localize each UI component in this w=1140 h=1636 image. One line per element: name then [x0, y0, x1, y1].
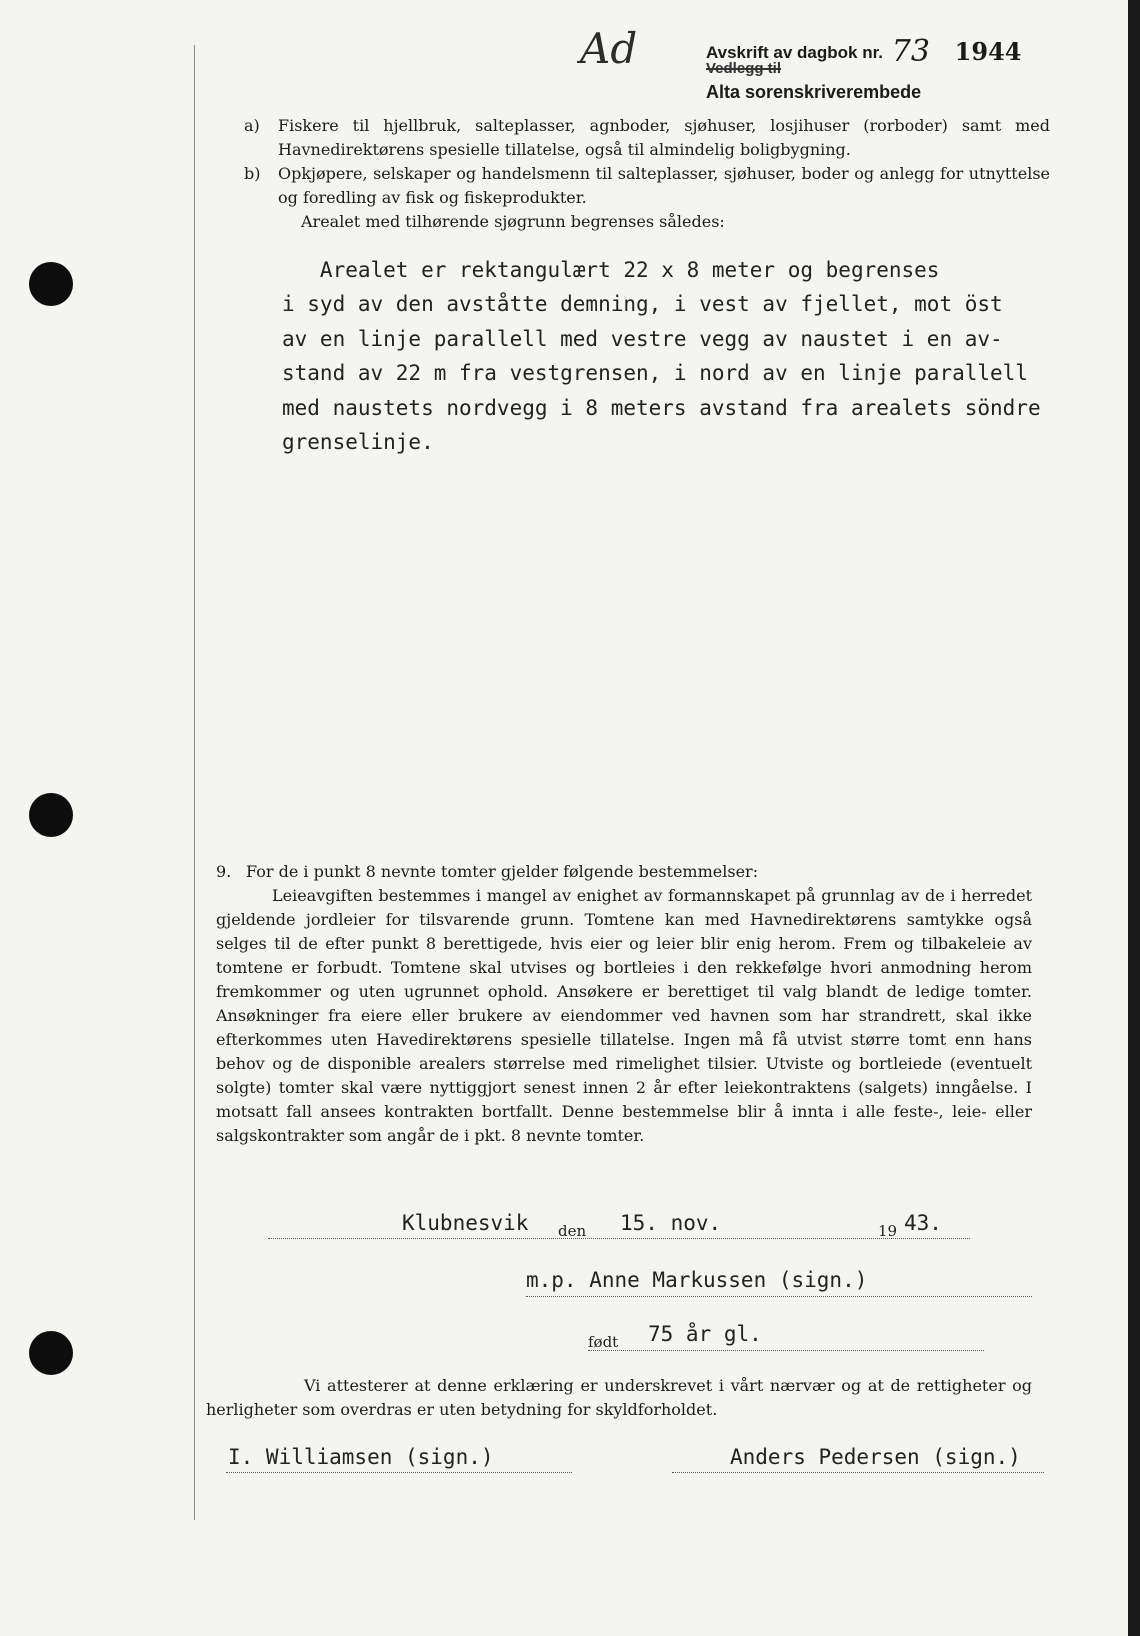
typed-line: med naustets nordvegg i 8 meters avstand fra arealets söndre [282, 396, 1041, 420]
areal-intro: Arealet med tilhørende sjøgrunn begrenses således: [301, 212, 725, 231]
signatory-age: 75 år gl. [648, 1322, 762, 1346]
den-label: den [558, 1222, 587, 1240]
witness-line-right [672, 1472, 1044, 1473]
header-office: Alta sorenskriverembede [706, 82, 922, 102]
page-edge [1128, 0, 1140, 1636]
witness-left: I. Williamsen (sign.) [228, 1445, 494, 1469]
list-item [244, 114, 1050, 162]
section-number: 9. [216, 862, 232, 881]
margin-line [194, 45, 195, 1520]
date-line [268, 1238, 970, 1239]
header-year: 1944 [954, 37, 1022, 66]
attestation-text: Vi attesterer at denne erklæring er underskrevet i vårt nærvær og at de rettigheter og herligheter som overdras er uten betydning for skyldforholdet. [206, 1376, 1032, 1419]
typed-line: Arealet er rektangulært 22 x 8 meter og begrenses [282, 258, 940, 282]
typed-line: i syd av den avståtte demning, i vest av fjellet, mot öst [282, 292, 1003, 316]
century-label: 19 [878, 1222, 898, 1240]
signatory-name: m.p. Anne Markussen (sign.) [526, 1268, 868, 1292]
punch-hole [29, 793, 73, 837]
name-line [526, 1296, 1032, 1297]
typed-line: grenselinje. [282, 430, 434, 454]
signature-date: 15. nov. [620, 1211, 722, 1235]
witness-right: Anders Pedersen (sign.) [730, 1445, 1021, 1469]
handwritten-ad: Ad [580, 24, 638, 73]
fodt-label: født [588, 1333, 619, 1351]
section-body: Leieavgiften bestemmes i mangel av enighet av formannskapet på grunnlag av de i herredet gjeldende jordleier for tilsvarende grunn. Tomtene kan med Havnedirektørens samtykke også selges til de efter punkt 8 berettigede, hvis eier og leier blir enig herom. Frem og tilbakeleie av tomtene er forbudt. Tomtene skal utvises og bortleies i den rekkefølge hvori anmodning herom fremkommer og uten ugrunnet ophold. Ansøkere er berettiget til valg blandt de ledige tomter. Ansøkninger fra eiere eller brukere av eiendommer ved havnen som har strandrett, skal ikke efterkommes uten Havedirektørens spesielle tillatelse. Ingen må få utvist større tomt enn hans behov og de disponible arealers størrelse med rimelighet tilsier. Utviste og bortleiede (eventuelt solgte) tomter skal være nyttiggjort senest innen 2 år efter leiekontraktens (salgets) inngåelse. I motsatt fall ansees kontrakten bortfallt. Denne bestemmelse blir å innta i alle feste-, leie- eller salgskontrakter som angår de i pkt. 8 nevnte tomter. [216, 886, 1032, 1145]
header-avskrift: Avskrift av [706, 43, 793, 62]
punch-hole [29, 1331, 73, 1375]
item-text: Opkjøpere, selskaper og handelsmenn til salteplasser, sjøhuser, boder og anlegg for utnyttelse og foredling av fisk og fiskeprodukter. [278, 164, 1050, 207]
item-label: b) [244, 164, 261, 183]
typed-line: av en linje parallell med vestre vegg av naustet i en av- [282, 327, 1003, 351]
header-dagbok: dagbok nr. [797, 43, 884, 62]
list-item [244, 162, 1050, 210]
signature-place: Klubnesvik [402, 1211, 529, 1235]
typed-line: stand av 22 m fra vestgrensen, i nord av en linje parallell [282, 361, 1028, 385]
header-journal-number: 73 [891, 34, 930, 69]
item-label: a) [244, 116, 260, 135]
section-heading: For de i punkt 8 nevnte tomter gjelder følgende bestemmelser: [246, 862, 759, 881]
age-line [588, 1350, 984, 1351]
header-struck-text: Vedlegg til [706, 60, 782, 77]
item-text: Fiskere til hjellbruk, salteplasser, agnboder, sjøhuser, losjihuser (rorboder) samt med Havnedirektørens spesielle tillatelse, også til almindelig boligbygning. [278, 116, 1050, 159]
signature-year: 43. [904, 1211, 942, 1235]
witness-line-left [226, 1472, 572, 1473]
punch-hole [29, 262, 73, 306]
